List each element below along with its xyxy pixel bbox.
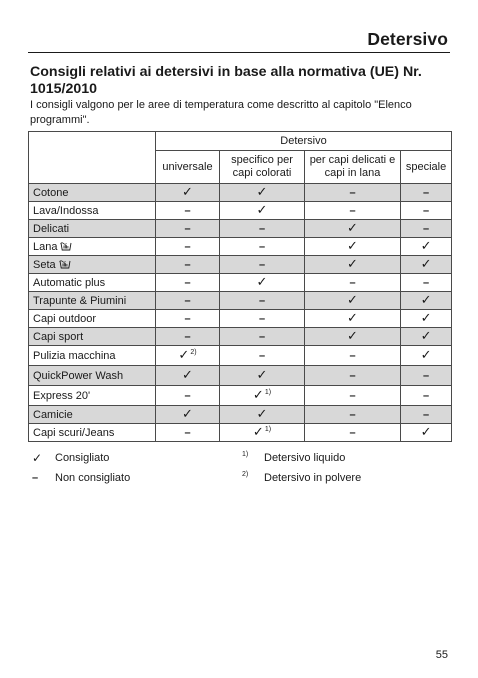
check-icon: ✓ — [420, 348, 432, 363]
detergent-table — [28, 131, 452, 442]
cell-speciale — [401, 366, 452, 386]
cell-colorati — [220, 346, 305, 366]
check-icon: ✓ — [347, 257, 358, 272]
cell-delicati-lana — [305, 310, 401, 328]
cell-delicati-lana — [305, 274, 401, 292]
dash-icon: – — [422, 369, 430, 382]
dash-icon: – — [184, 204, 191, 217]
cell-universale — [156, 256, 220, 274]
dash-icon: – — [184, 222, 191, 235]
dash-icon: – — [349, 389, 356, 402]
program-name-label: Capi sport — [33, 330, 84, 343]
cell-delicati-lana — [305, 238, 401, 256]
dash-icon: – — [349, 369, 356, 382]
table-row — [29, 184, 452, 202]
check-icon: ✓ — [182, 407, 193, 422]
cell-colorati — [220, 386, 305, 406]
dash-icon: – — [184, 258, 191, 271]
dash-icon: – — [184, 312, 191, 325]
cell-speciale — [401, 328, 452, 346]
table-row — [29, 328, 452, 346]
cell-colorati — [220, 292, 305, 310]
dash-icon: – — [349, 276, 356, 289]
dash-icon: – — [258, 240, 266, 253]
cell-speciale — [401, 310, 452, 328]
program-name — [29, 292, 156, 310]
dash-icon: – — [184, 240, 191, 253]
cell-delicati-lana — [305, 184, 401, 202]
dash-icon: – — [422, 408, 430, 421]
program-name — [29, 202, 156, 220]
cell-universale — [156, 328, 220, 346]
column-header-colorati: specifico per capi colorati — [220, 151, 305, 184]
cell-speciale — [401, 274, 452, 292]
program-name — [29, 274, 156, 292]
dash-icon: – — [258, 330, 266, 343]
check-icon: ✓ — [420, 293, 432, 308]
cell-colorati — [220, 256, 305, 274]
dash-icon: – — [258, 294, 266, 307]
program-name-label: Lava/Indossa — [33, 204, 99, 217]
check-icon: ✓ — [256, 407, 268, 422]
legend-footnotes — [242, 448, 361, 488]
cell-universale — [156, 292, 220, 310]
program-name — [29, 366, 156, 386]
cell-colorati — [220, 274, 305, 292]
cell-delicati-lana — [305, 292, 401, 310]
column-header-universale: universale — [156, 151, 220, 184]
check-icon: ✓ — [347, 221, 358, 236]
footnote-2-mark: 2) — [242, 470, 249, 478]
dash-icon: – — [184, 294, 191, 307]
check-icon: ✓ — [347, 293, 358, 308]
check-icon: ✓ — [178, 348, 190, 363]
wool-hand-wash-icon — [60, 241, 72, 251]
dash-icon: – — [184, 426, 191, 439]
table-row — [29, 238, 452, 256]
program-name-label: Seta — [33, 258, 56, 271]
cell-universale — [156, 202, 220, 220]
dash-icon: – — [349, 349, 356, 362]
table-row — [29, 292, 452, 310]
program-name-label: Automatic plus — [33, 276, 106, 289]
footnote-2-label: Detersivo in polvere — [264, 472, 362, 484]
footnote-1 — [242, 448, 361, 468]
program-name — [29, 256, 156, 274]
cell-delicati-lana — [305, 386, 401, 406]
dash-icon: – — [184, 276, 191, 289]
cell-universale — [156, 424, 220, 442]
table-body — [29, 184, 452, 442]
program-name-label: Delicati — [33, 222, 70, 235]
cell-colorati — [220, 406, 305, 424]
check-icon: ✓ — [347, 239, 358, 254]
cell-delicati-lana — [305, 346, 401, 366]
dash-icon: – — [422, 186, 430, 199]
program-name — [29, 238, 156, 256]
footnote-1-label: Detersivo liquido — [264, 452, 346, 464]
program-name-label: QuickPower Wash — [33, 369, 124, 382]
check-icon: ✓ — [420, 257, 432, 272]
check-icon: ✓ — [347, 311, 358, 326]
cell-colorati — [220, 220, 305, 238]
dash-icon: – — [349, 408, 356, 421]
chapter-title: Detersivo — [367, 29, 448, 49]
program-name — [29, 328, 156, 346]
cell-delicati-lana — [305, 256, 401, 274]
cell-colorati — [220, 202, 305, 220]
cell-speciale — [401, 346, 452, 366]
check-icon: ✓ — [420, 311, 432, 326]
cell-delicati-lana — [305, 202, 401, 220]
program-name — [29, 346, 156, 366]
legend-label-not-recommended: Non consigliato — [55, 472, 131, 484]
program-name — [29, 424, 156, 442]
check-icon: ✓ — [420, 239, 432, 254]
program-column-header — [29, 132, 156, 184]
program-name — [29, 220, 156, 238]
cell-speciale — [401, 386, 452, 406]
dash-icon: – — [422, 276, 430, 289]
program-name-label: Capi outdoor — [33, 312, 96, 325]
program-name-label: Pulizia macchina — [33, 349, 116, 362]
cell-universale — [156, 406, 220, 424]
legend-item-recommended — [32, 448, 130, 468]
table-row — [29, 220, 452, 238]
check-icon: ✓ — [420, 329, 432, 344]
table-row — [29, 256, 452, 274]
program-name-label: Capi scuri/Jeans — [33, 426, 115, 439]
cell-universale — [156, 346, 220, 366]
cell-universale — [156, 238, 220, 256]
intro-text: I consigli valgono per le aree di temperatura come descritto al capitolo "Elenco programmi". — [30, 99, 412, 126]
dash-icon: – — [422, 204, 430, 217]
cell-universale — [156, 274, 220, 292]
column-header-speciale: speciale — [401, 151, 452, 184]
table-row — [29, 346, 452, 366]
dash-icon: – — [184, 389, 191, 402]
cell-universale — [156, 184, 220, 202]
table-row — [29, 406, 452, 424]
footnote-1-mark: 1) — [242, 450, 249, 458]
dash-icon: – — [32, 472, 39, 484]
cell-delicati-lana — [305, 366, 401, 386]
cell-speciale — [401, 424, 452, 442]
dash-icon: – — [184, 330, 191, 343]
cell-universale — [156, 386, 220, 406]
table-row — [29, 424, 452, 442]
legend-item-not-recommended — [32, 468, 130, 488]
footnote-2 — [242, 468, 361, 488]
cell-speciale — [401, 220, 452, 238]
cell-speciale — [401, 292, 452, 310]
dash-icon: – — [349, 426, 356, 439]
wool-hand-wash-icon — [59, 259, 71, 269]
dash-icon: – — [422, 222, 430, 235]
check-icon: ✓ — [252, 388, 264, 403]
table-row — [29, 310, 452, 328]
footnote-reference: 2) — [190, 349, 197, 356]
dash-icon: – — [349, 186, 356, 199]
table-row — [29, 202, 452, 220]
detergent-group-header: Detersivo — [156, 132, 452, 151]
cell-universale — [156, 310, 220, 328]
program-name — [29, 386, 156, 406]
table-row — [29, 274, 452, 292]
cell-colorati — [220, 424, 305, 442]
dash-icon: – — [258, 349, 266, 362]
section-title: Consigli relativi ai detersivi in base alla normativa (UE) Nr. 1015/2010 — [30, 64, 422, 97]
check-icon: ✓ — [252, 425, 264, 440]
cell-colorati — [220, 366, 305, 386]
cell-colorati — [220, 238, 305, 256]
check-icon: ✓ — [256, 203, 268, 218]
check-icon: ✓ — [256, 275, 268, 290]
check-icon: ✓ — [182, 185, 193, 200]
program-name-label: Express 20' — [33, 389, 91, 402]
check-icon: ✓ — [420, 425, 432, 440]
footnote-reference: 1) — [264, 426, 272, 433]
legend-symbols — [32, 448, 130, 488]
footnote-reference: 1) — [264, 389, 272, 396]
program-name-label: Camicie — [33, 408, 73, 421]
cell-colorati — [220, 328, 305, 346]
cell-universale — [156, 220, 220, 238]
cell-speciale — [401, 202, 452, 220]
cell-colorati — [220, 184, 305, 202]
dash-icon: – — [258, 258, 266, 271]
check-icon: ✓ — [256, 368, 268, 383]
program-name-label: Lana — [33, 240, 58, 253]
check-icon: ✓ — [256, 185, 268, 200]
cell-delicati-lana — [305, 406, 401, 424]
program-name — [29, 184, 156, 202]
check-icon: ✓ — [182, 368, 193, 383]
header-divider — [28, 52, 450, 53]
cell-delicati-lana — [305, 220, 401, 238]
cell-speciale — [401, 184, 452, 202]
table-row — [29, 366, 452, 386]
cell-universale — [156, 366, 220, 386]
dash-icon: – — [258, 312, 266, 325]
check-icon: ✓ — [347, 329, 358, 344]
table-row — [29, 386, 452, 406]
column-header-delicati-lana: per capi delicati e capi in lana — [305, 151, 401, 184]
cell-speciale — [401, 256, 452, 274]
legend-label-recommended: Consigliato — [55, 452, 110, 464]
dash-icon: – — [258, 222, 266, 235]
cell-speciale — [401, 238, 452, 256]
cell-speciale — [401, 406, 452, 424]
cell-delicati-lana — [305, 424, 401, 442]
cell-delicati-lana — [305, 328, 401, 346]
program-name-label: Trapunte & Piumini — [33, 294, 127, 307]
check-icon: ✓ — [32, 450, 43, 465]
dash-icon: – — [422, 389, 430, 402]
program-name — [29, 406, 156, 424]
program-name-label: Cotone — [33, 186, 69, 199]
dash-icon: – — [349, 204, 356, 217]
cell-colorati — [220, 310, 305, 328]
program-name — [29, 310, 156, 328]
page-number: 55 — [435, 649, 448, 661]
